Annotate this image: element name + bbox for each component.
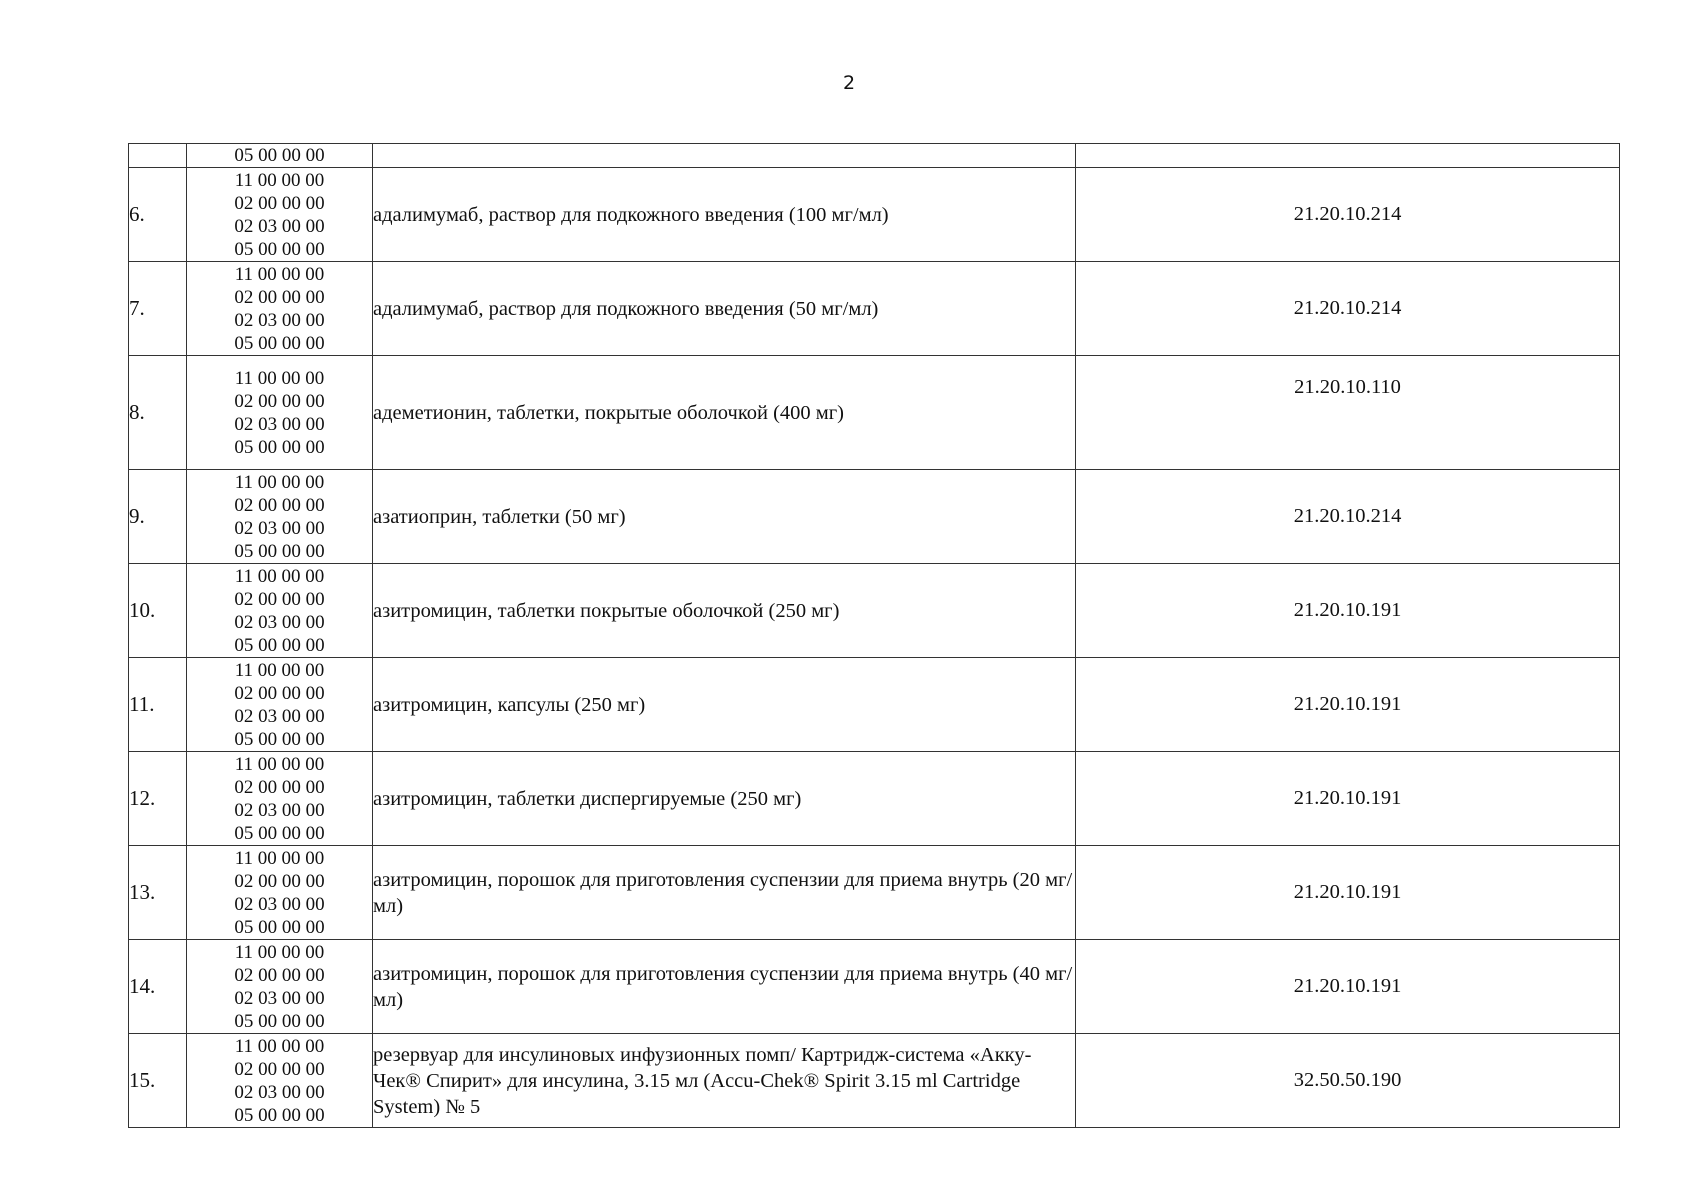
code-line: 02 00 00 00 (234, 964, 325, 986)
row-name: азитромицин, порошок для приготовления суспензии для приема внутрь (20 мг/мл) (373, 846, 1076, 940)
code-line: 02 00 00 00 (234, 192, 325, 214)
code-line: 11 00 00 00 (234, 169, 325, 191)
row-name: адалимумаб, раствор для подкожного введения (100 мг/мл) (373, 168, 1076, 262)
row-number: 8. (129, 356, 187, 470)
code-line: 02 03 00 00 (234, 893, 325, 915)
row-codes (187, 144, 373, 168)
code-line: 02 03 00 00 (234, 611, 325, 633)
code-line: 02 00 00 00 (234, 390, 325, 412)
row-codes (187, 846, 373, 940)
code-line: 05 00 00 00 (234, 540, 325, 562)
row-number: 7. (129, 262, 187, 356)
table-row (129, 470, 1620, 564)
code-line: 02 00 00 00 (234, 588, 325, 610)
table-row (129, 564, 1620, 658)
code-line: 02 03 00 00 (234, 987, 325, 1009)
code-line: 05 00 00 00 (234, 436, 325, 458)
code-line: 11 00 00 00 (234, 659, 325, 681)
row-codes (187, 940, 373, 1034)
code-line: 05 00 00 00 (234, 332, 325, 354)
code-line: 05 00 00 00 (234, 1010, 325, 1032)
row-codes (187, 752, 373, 846)
code-line: 02 00 00 00 (234, 776, 325, 798)
table-row (129, 262, 1620, 356)
row-name: азитромицин, порошок для приготовления суспензии для приема внутрь (40 мг/мл) (373, 940, 1076, 1034)
table-row (129, 752, 1620, 846)
code-line: 05 00 00 00 (234, 822, 325, 844)
row-name: азитромицин, таблетки диспергируемые (250 мг) (373, 752, 1076, 846)
code-line: 02 03 00 00 (234, 1081, 325, 1103)
code-line: 05 00 00 00 (234, 728, 325, 750)
code-line: 02 00 00 00 (234, 286, 325, 308)
row-codes (187, 564, 373, 658)
row-okpd: 21.20.10.191 (1076, 752, 1620, 846)
code-line: 02 03 00 00 (234, 705, 325, 727)
code-line: 02 03 00 00 (234, 215, 325, 237)
code-line: 02 03 00 00 (234, 517, 325, 539)
row-number: 6. (129, 168, 187, 262)
row-name: адалимумаб, раствор для подкожного введения (50 мг/мл) (373, 262, 1076, 356)
table-body (129, 144, 1620, 1128)
row-number: 11. (129, 658, 187, 752)
code-line: 02 00 00 00 (234, 1058, 325, 1080)
table-row (129, 940, 1620, 1034)
row-okpd (1076, 144, 1620, 168)
row-okpd: 21.20.10.191 (1076, 846, 1620, 940)
row-codes (187, 356, 373, 470)
code-line: 02 00 00 00 (234, 870, 325, 892)
row-name: азитромицин, таблетки покрытые оболочкой (250 мг) (373, 564, 1076, 658)
row-number: 9. (129, 470, 187, 564)
items-table (128, 143, 1620, 1128)
row-number: 14. (129, 940, 187, 1034)
code-line: 11 00 00 00 (234, 753, 325, 775)
row-okpd: 21.20.10.191 (1076, 564, 1620, 658)
code-line: 05 00 00 00 (234, 145, 325, 166)
code-line: 11 00 00 00 (234, 471, 325, 493)
row-name: резервуар для инсулиновых инфузионных помп/ Картридж-система «Акку-Чек® Спирит» для инсулина, 3.15 мл (Accu-Chek® Spirit 3.15 ml Cartridge System) № 5 (373, 1034, 1076, 1128)
table-row (129, 1034, 1620, 1128)
code-line: 11 00 00 00 (234, 1035, 325, 1057)
row-name (373, 144, 1076, 168)
row-okpd: 32.50.50.190 (1076, 1034, 1620, 1128)
row-okpd: 21.20.10.191 (1076, 658, 1620, 752)
code-line: 05 00 00 00 (234, 916, 325, 938)
row-number: 10. (129, 564, 187, 658)
row-okpd: 21.20.10.110 (1076, 356, 1620, 470)
row-number: 15. (129, 1034, 187, 1128)
code-line: 02 00 00 00 (234, 494, 325, 516)
code-line: 11 00 00 00 (234, 847, 325, 869)
row-codes (187, 658, 373, 752)
row-name: азитромицин, капсулы (250 мг) (373, 658, 1076, 752)
row-okpd: 21.20.10.214 (1076, 470, 1620, 564)
code-line: 02 03 00 00 (234, 309, 325, 331)
row-number: 12. (129, 752, 187, 846)
row-codes (187, 470, 373, 564)
page-number: 2 (842, 72, 856, 94)
table-row (129, 658, 1620, 752)
code-line: 11 00 00 00 (234, 367, 325, 389)
code-line: 11 00 00 00 (234, 263, 325, 285)
code-line: 02 03 00 00 (234, 799, 325, 821)
code-line: 05 00 00 00 (234, 238, 325, 260)
row-codes (187, 1034, 373, 1128)
row-name: азатиоприн, таблетки (50 мг) (373, 470, 1076, 564)
code-line: 05 00 00 00 (234, 1104, 325, 1126)
row-okpd: 21.20.10.214 (1076, 168, 1620, 262)
row-okpd: 21.20.10.214 (1076, 262, 1620, 356)
code-line: 02 00 00 00 (234, 682, 325, 704)
code-line: 02 03 00 00 (234, 413, 325, 435)
row-codes (187, 262, 373, 356)
table-row-continued (129, 144, 1620, 168)
table-row (129, 356, 1620, 470)
row-number (129, 144, 187, 168)
code-line: 05 00 00 00 (234, 634, 325, 656)
table-row (129, 846, 1620, 940)
row-name: адеметионин, таблетки, покрытые оболочкой (400 мг) (373, 356, 1076, 470)
code-line: 11 00 00 00 (234, 565, 325, 587)
row-codes (187, 168, 373, 262)
row-okpd: 21.20.10.191 (1076, 940, 1620, 1034)
row-number: 13. (129, 846, 187, 940)
table-row (129, 168, 1620, 262)
code-line: 11 00 00 00 (234, 941, 325, 963)
